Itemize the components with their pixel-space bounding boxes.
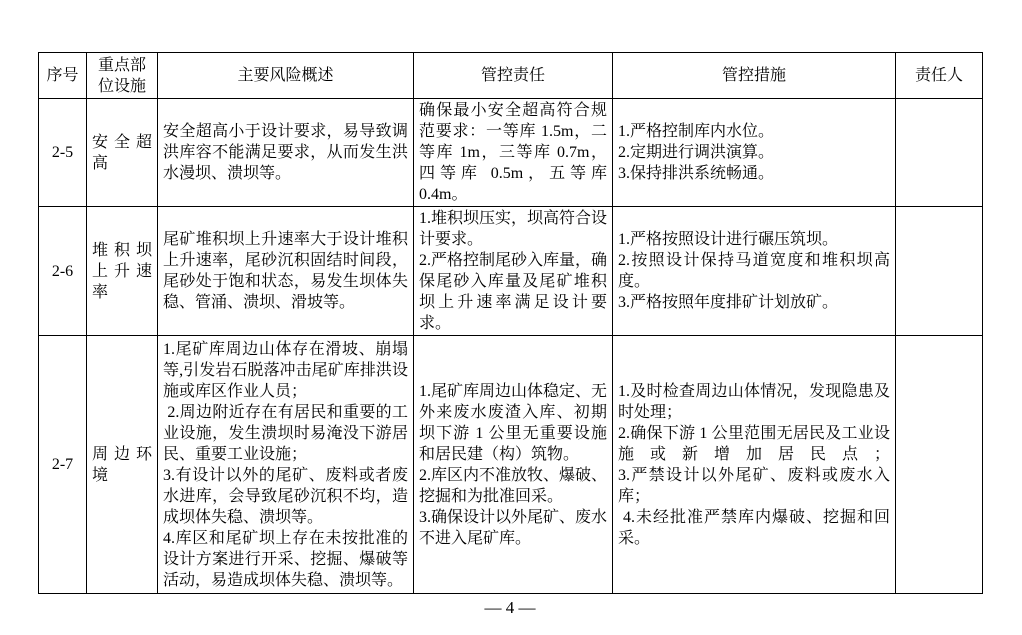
measure-item: 2.按照设计保持马道宽度和堆积坝高度。 [618, 252, 890, 290]
measure-item: 3.严格按照年度排矿计划放矿。 [618, 294, 839, 311]
cell-person [896, 99, 983, 207]
table-row [39, 207, 983, 336]
cell-risk [158, 336, 414, 594]
measure-item: 3.严禁设计以外尾矿、废料或废水入库； [618, 466, 890, 505]
cell-person [896, 336, 983, 594]
risk-paragraph: 尾矿堆积坝上升速率大于设计堆积上升速率，尾砂沉积固结时间段，尾砂处于饱和状态，易发生坝体失稳、管涌、溃坝、滑坡等。 [163, 231, 408, 311]
column-header-person: 责任人 [896, 53, 983, 99]
cell-risk [158, 207, 414, 336]
cell-responsibility [414, 99, 613, 207]
risk-paragraph: 安全超高小于设计要求，易导致调洪库容不能满足要求，从而发生洪水漫坝、溃坝等。 [163, 123, 408, 182]
measure-item: 1.严格控制库内水位。 [618, 123, 775, 140]
cell-responsibility [414, 207, 613, 336]
cell-serial: 2-6 [39, 207, 87, 336]
cell-measures [613, 336, 896, 594]
cell-responsibility [414, 336, 613, 594]
column-header-responsibility: 管控责任 [414, 53, 613, 99]
table-row [39, 99, 983, 207]
cell-person [896, 207, 983, 336]
responsibility-paragraph: 1.堆积坝压实，坝高符合设计要求。 [419, 210, 608, 248]
cell-facility: 周边环境 [87, 336, 158, 594]
responsibility-paragraph: 1.尾矿库周边山体稳定、无外来废水废渣入库、初期坝下游 1 公里无重要设施和居民建（构）筑物。 [419, 382, 608, 463]
measure-item: 3.保持排洪系统畅通。 [618, 165, 775, 182]
risk-paragraph: 3.有设计以外的尾矿、废料或者废水进库，会导致尾砂沉积不均，造成坝体失稳、溃坝等。 [163, 466, 408, 526]
risk-control-table [38, 52, 983, 594]
column-header-serial: 序号 [39, 53, 87, 99]
cell-serial: 2-7 [39, 336, 87, 594]
responsibility-paragraph: 确保最小安全超高符合规范要求：一等库 1.5m，二等库 1m，三等库 0.7m，四等库 0.5m，五等库 0.4m。 [419, 102, 611, 203]
measure-item: 2.定期进行调洪演算。 [618, 144, 775, 161]
table-row [39, 336, 983, 594]
cell-measures [613, 99, 896, 207]
page-number: — 4 — [484, 598, 536, 617]
cell-serial: 2-5 [39, 99, 87, 207]
responsibility-paragraph: 2.库区内不准放牧、爆破、挖掘和为批准回采。 [419, 466, 608, 505]
responsibility-paragraph: 3.确保设计以外尾矿、废水不进入尾矿库。 [419, 508, 608, 547]
cell-measures [613, 207, 896, 336]
header-row [39, 53, 983, 99]
column-header-risk: 主要风险概述 [158, 53, 414, 99]
column-header-measures: 管控措施 [613, 53, 896, 99]
measure-item: 1.严格按照设计进行碾压筑坝。 [618, 231, 839, 248]
cell-risk [158, 99, 414, 207]
measure-item: 2.确保下游 1 公里范围无居民及工业设施或新增加居民点； [618, 424, 890, 463]
measure-item: 4.未经批准严禁库内爆破、挖掘和回采。 [618, 508, 890, 547]
column-header-facility: 重点部位设施 [87, 53, 158, 99]
risk-paragraph: 1.尾矿库周边山体存在滑坡、崩塌等,引发岩石脱落冲击尾矿库排洪设施或库区作业人员； [163, 340, 408, 400]
measure-item: 1.及时检查周边山体情况，发现隐患及时处理； [618, 382, 890, 421]
responsibility-paragraph: 2.严格控制尾砂入库量，确保尾砂入库量及尾矿堆积坝上升速率满足设计要求。 [419, 252, 608, 332]
cell-facility: 堆积坝上升速率 [87, 207, 158, 336]
cell-facility: 安全超高 [87, 99, 158, 207]
risk-paragraph: 4.库区和尾矿坝上存在未按批准的设计方案进行开采、挖掘、爆破等活动，易造成坝体失稳、溃坝等。 [163, 529, 408, 589]
risk-paragraph: 2.周边附近存在有居民和重要的工业设施，发生溃坝时易淹没下游居民、重要工业设施； [163, 403, 408, 463]
